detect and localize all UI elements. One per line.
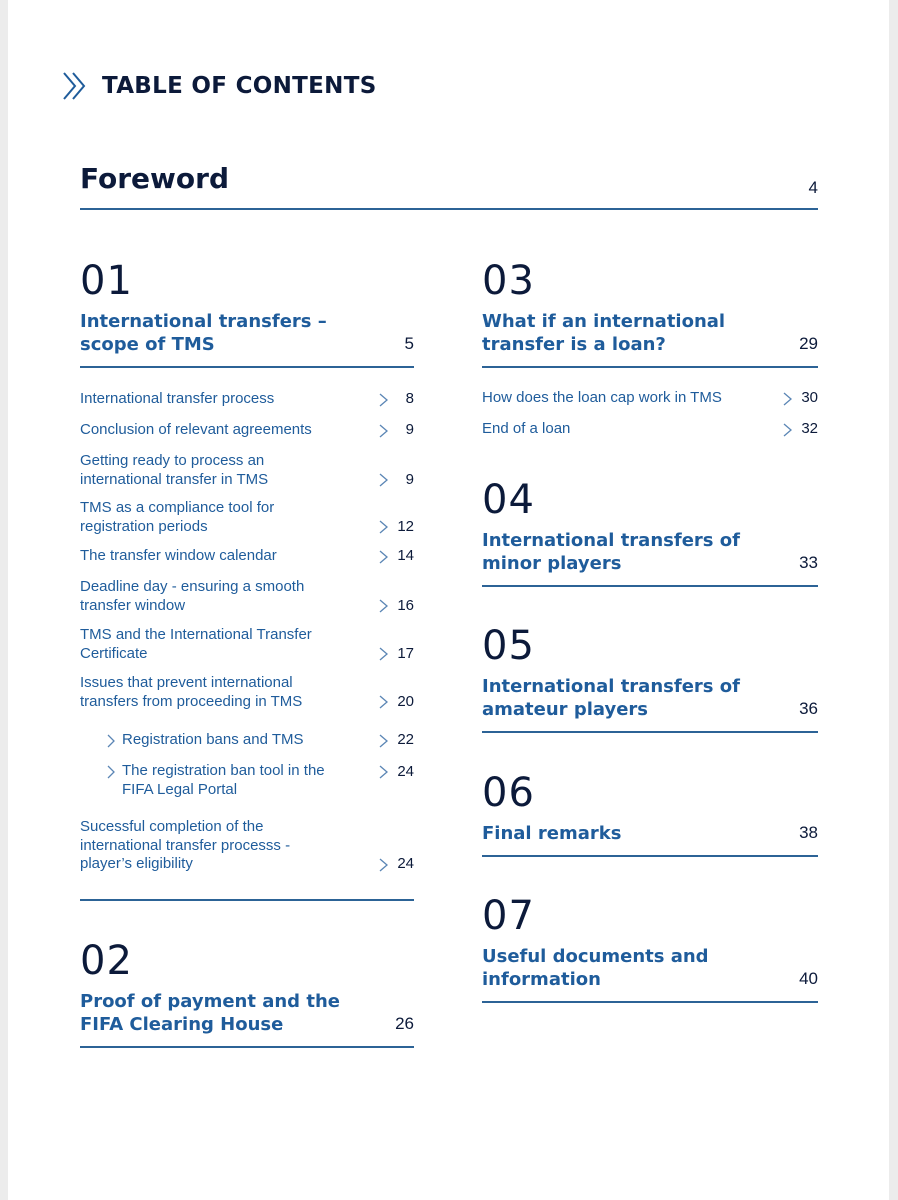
- page-title: TABLE OF CONTENTS: [102, 73, 377, 99]
- section-page-number: 40: [799, 969, 818, 988]
- toc-entry-foreword[interactable]: [80, 160, 818, 210]
- section-heading[interactable]: [482, 675, 818, 733]
- chevron-right-icon: [378, 550, 390, 564]
- section-heading[interactable]: [80, 310, 414, 368]
- toc-item[interactable]: [80, 499, 414, 536]
- section-title: Useful documents and information: [482, 946, 709, 990]
- toc-item-label: How does the loan cap work in TMS: [482, 389, 722, 406]
- toc-item[interactable]: [80, 674, 414, 711]
- section-01: [80, 258, 414, 368]
- toc-item-page: 32: [801, 420, 818, 437]
- section-number: 06: [482, 770, 535, 816]
- chevron-right-icon: [378, 473, 390, 487]
- section-title: International transfers of minor players: [482, 530, 740, 574]
- section-number: 04: [482, 477, 535, 523]
- foreword-title: Foreword: [80, 162, 229, 195]
- section-title: International transfers of amateur players: [482, 676, 740, 720]
- chevron-right-icon: [378, 765, 390, 779]
- toc-item-page: 17: [397, 644, 414, 662]
- section-page-number: 26: [395, 1014, 414, 1033]
- chevron-right-icon: [782, 392, 794, 406]
- toc-header: [60, 66, 377, 106]
- chevron-right-icon: [378, 520, 390, 534]
- toc-item-label: TMS as a compliance tool for registration periods: [80, 499, 275, 535]
- toc-subitem-label: The registration ban tool in the FIFA Legal Portal: [122, 762, 325, 798]
- section-07: [482, 893, 818, 1003]
- toc-item[interactable]: [80, 421, 414, 440]
- section-heading[interactable]: [482, 310, 818, 368]
- toc-item-label: Conclusion of relevant agreements: [80, 421, 312, 438]
- toc-item-label: Sucessful completion of the international transfer processs - player’s eligibility: [80, 818, 291, 872]
- section-page-number: 38: [799, 823, 818, 842]
- chevron-right-icon: [378, 647, 390, 661]
- section-02: [80, 938, 414, 1048]
- toc-item-label: End of a loan: [482, 420, 571, 437]
- toc-item-page: 20: [397, 692, 414, 710]
- toc-item-label: The transfer window calendar: [80, 547, 277, 564]
- document-page: [8, 0, 889, 1200]
- chevron-right-icon: [782, 423, 794, 437]
- toc-item-label: International transfer process: [80, 390, 275, 407]
- section-page-number: 33: [799, 553, 818, 572]
- toc-item-page: 30: [801, 389, 818, 406]
- section-heading[interactable]: [482, 945, 818, 1003]
- section-05: [482, 623, 818, 733]
- section-04: [482, 477, 818, 587]
- toc-item[interactable]: [80, 818, 414, 874]
- toc-subitem-label: Registration bans and TMS: [122, 731, 304, 748]
- toc-subitem[interactable]: [80, 731, 414, 750]
- chevron-right-icon: [378, 599, 390, 613]
- toc-item[interactable]: [80, 452, 414, 489]
- double-chevron-right-icon: [60, 69, 94, 103]
- toc-item[interactable]: [482, 420, 818, 439]
- toc-item-label: Getting ready to process an international transfer in TMS: [80, 452, 269, 488]
- section-06: [482, 770, 818, 857]
- toc-item[interactable]: [80, 390, 414, 409]
- toc-item-page: 12: [397, 517, 414, 535]
- section-number: 07: [482, 893, 535, 939]
- chevron-right-icon: [378, 734, 390, 748]
- foreword-page-number: 4: [808, 178, 818, 197]
- chevron-right-icon: [378, 858, 390, 872]
- toc-item-label: TMS and the International Transfer Certificate: [80, 626, 312, 662]
- section-title: International transfers – scope of TMS: [80, 311, 327, 355]
- toc-subitem[interactable]: [80, 762, 414, 799]
- toc-item-page: 24: [397, 762, 414, 780]
- section-heading[interactable]: [482, 822, 818, 857]
- toc-item[interactable]: [80, 626, 414, 663]
- section-number: 05: [482, 623, 535, 669]
- section-heading[interactable]: [80, 990, 414, 1048]
- section-title: Proof of payment and the FIFA Clearing House: [80, 991, 340, 1035]
- toc-item-page: 16: [397, 596, 414, 614]
- section-heading[interactable]: [482, 529, 818, 587]
- toc-item-label: Deadline day - ensuring a smooth transfer window: [80, 578, 305, 614]
- chevron-right-icon: [378, 695, 390, 709]
- toc-item[interactable]: [80, 547, 414, 566]
- chevron-right-icon: [378, 424, 390, 438]
- chevron-right-icon: [106, 734, 116, 748]
- section-page-number: 36: [799, 699, 818, 718]
- toc-item[interactable]: [482, 389, 818, 408]
- section-title: What if an international transfer is a loan?: [482, 311, 726, 355]
- toc-item-page: 9: [405, 421, 414, 438]
- section-number: 02: [80, 938, 133, 984]
- toc-item-page: 22: [397, 731, 414, 748]
- section-number: 01: [80, 258, 133, 304]
- chevron-right-icon: [106, 765, 116, 779]
- toc-item-label: Issues that prevent international transfers from proceeding in TMS: [80, 674, 303, 710]
- chevron-right-icon: [378, 393, 390, 407]
- section-page-number: 29: [799, 334, 818, 353]
- toc-item-page: 9: [405, 470, 414, 488]
- section-number: 03: [482, 258, 535, 304]
- toc-item-page: 24: [397, 855, 414, 872]
- toc-item-page: 14: [397, 547, 414, 564]
- section-title: Final remarks: [482, 823, 622, 844]
- divider: [80, 899, 414, 901]
- section-03: [482, 258, 818, 368]
- toc-item[interactable]: [80, 578, 414, 615]
- toc-item-page: 8: [405, 390, 414, 407]
- section-page-number: 5: [404, 334, 414, 353]
